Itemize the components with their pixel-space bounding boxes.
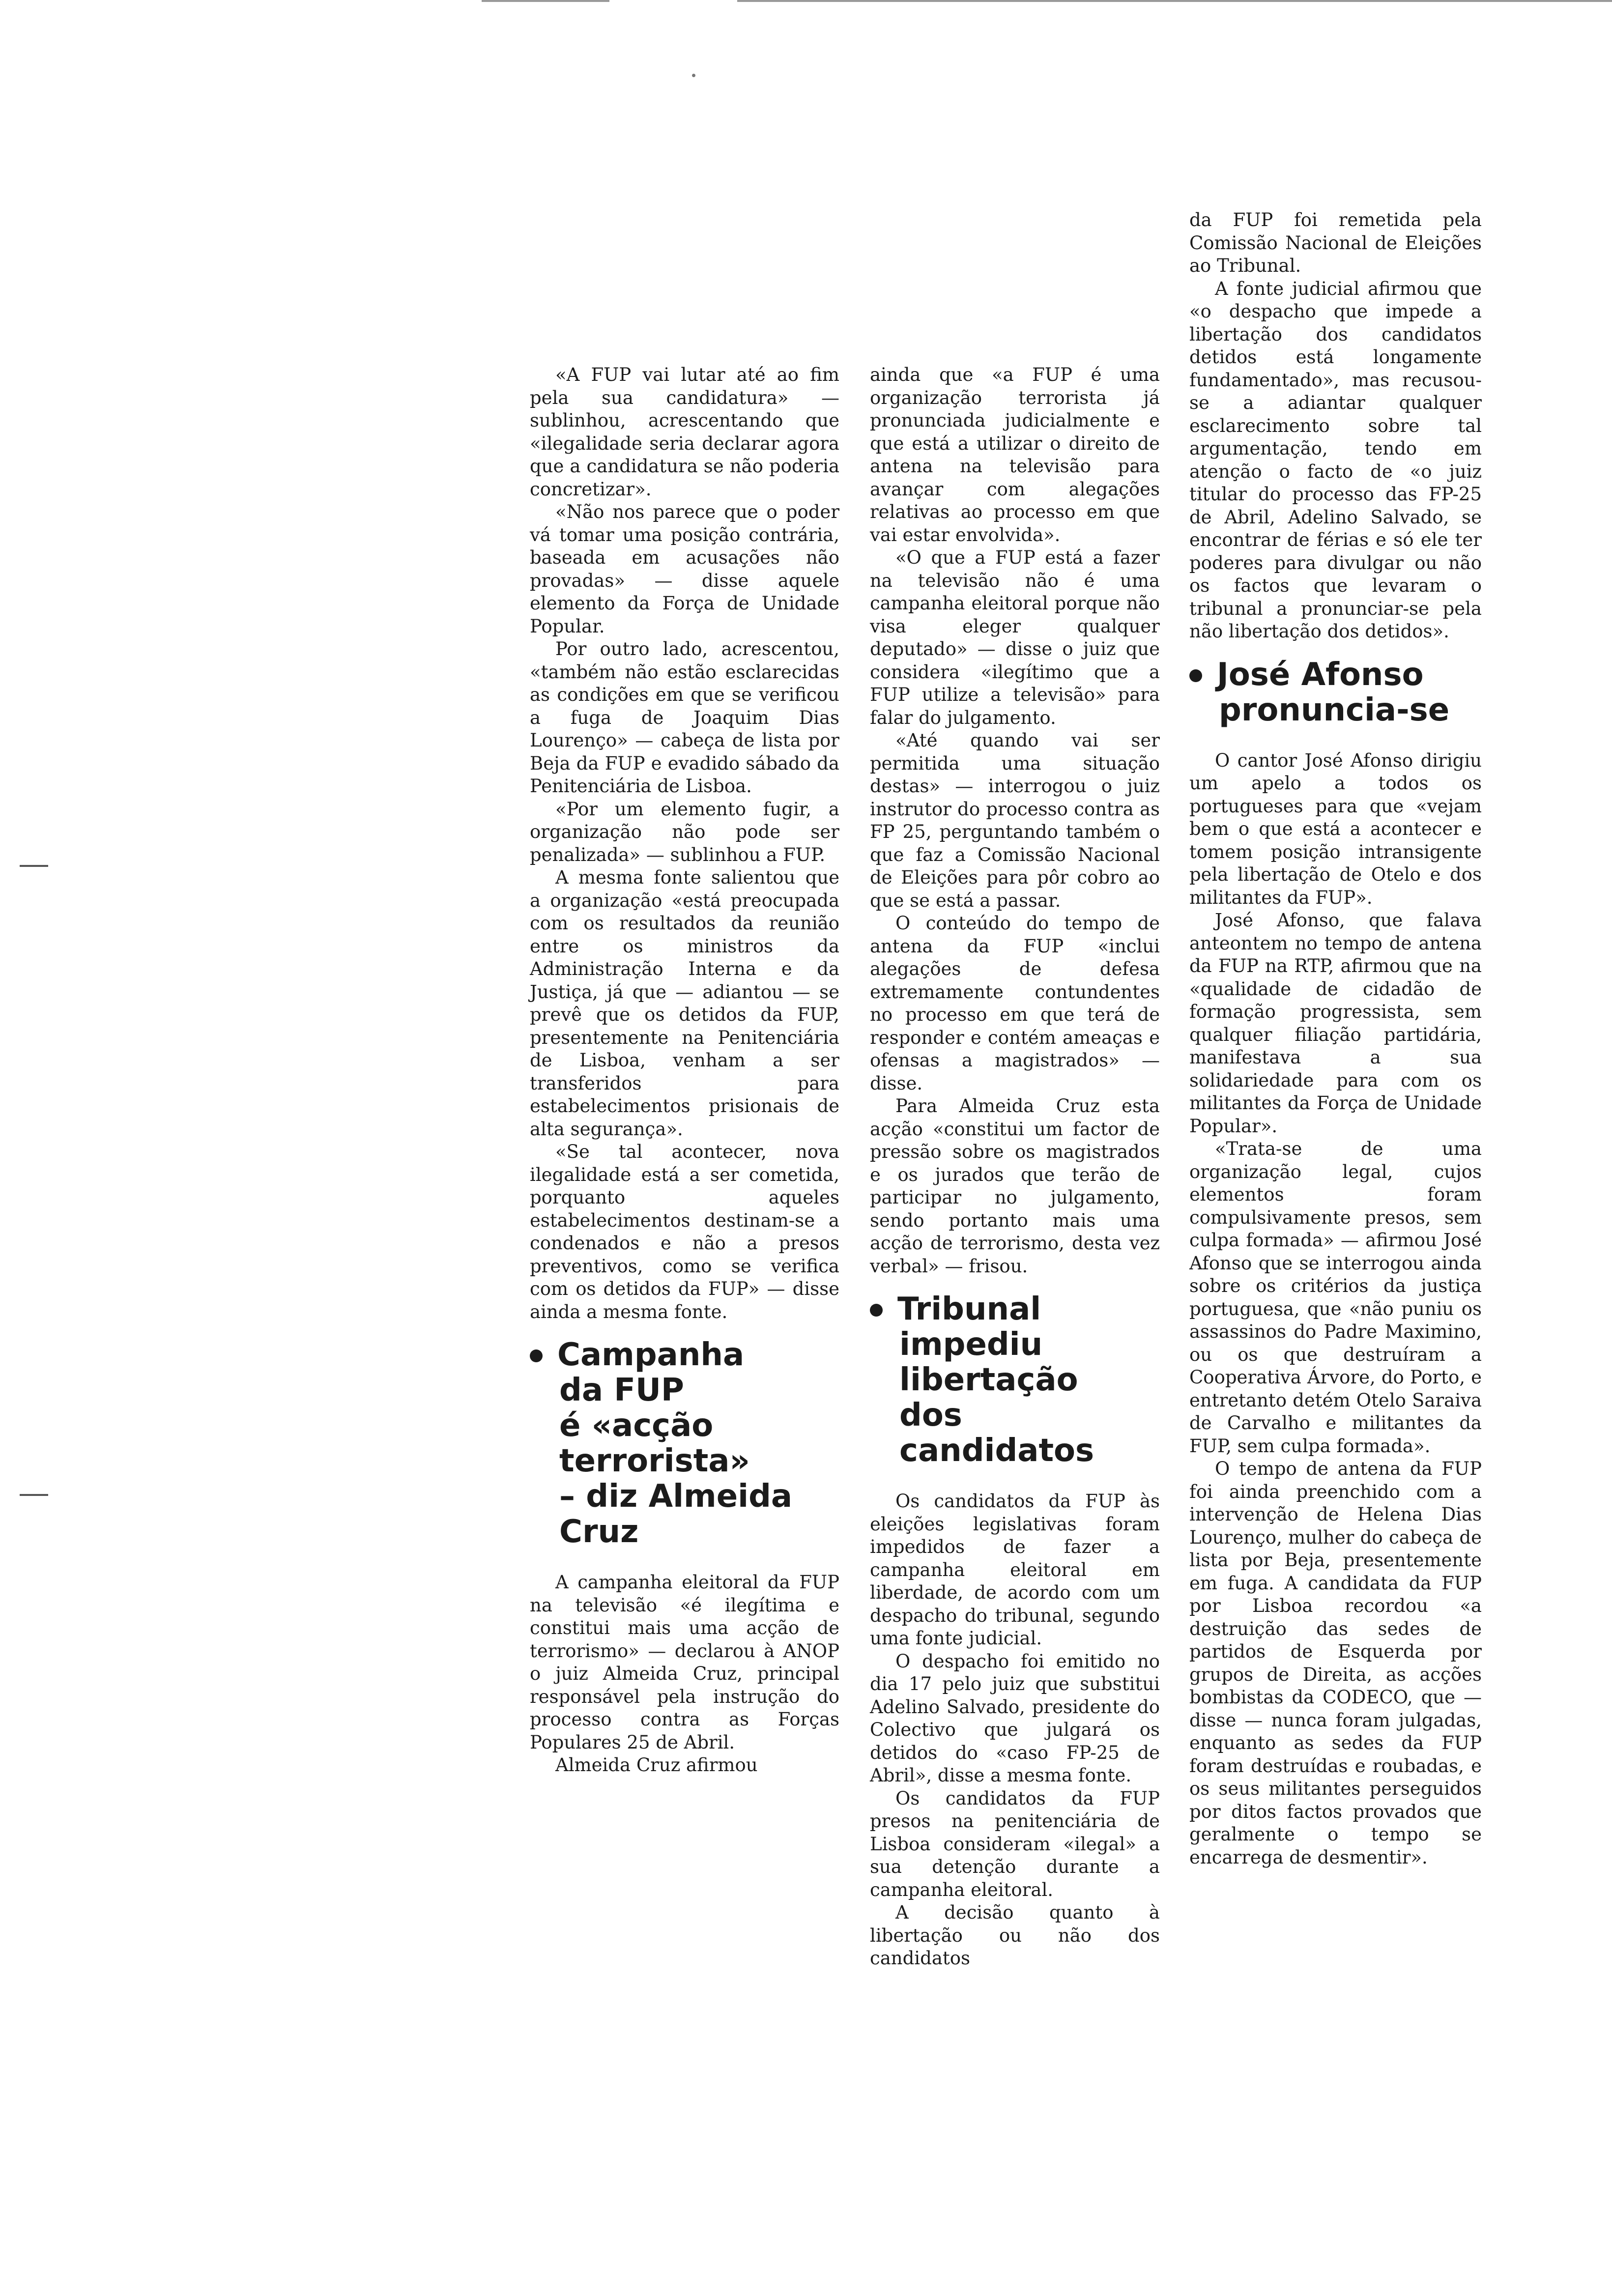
article-column-3	[1189, 209, 1482, 1869]
heading-line: é «acção	[559, 1407, 714, 1444]
paragraph: José Afonso, que falava anteontem no tempo de antena da FUP na RTP, afirmou que na «qualidade de cidadão de formação progressista, sem qualquer filiação partidária, manifestava a sua solidariedade para com os militantes da Força de Unidade Popular».	[1189, 910, 1482, 1137]
section-heading-jose-afonso	[1189, 657, 1482, 728]
paragraph: «Até quando vai ser permitida uma situação destas» — interrogou o juiz instrutor do processo contra as FP 25, perguntando também o que faz a Comissão Nacional de Eleições para pôr cobro ao que se está a passar.	[870, 730, 1160, 911]
paragraph: Para Almeida Cruz esta acção «constitui um factor de pressão sobre os magistrados e os jurados que terão de participar no julgamento, sendo portanto mais uma acção de terrorismo, desta vez verbal» — frisou.	[870, 1095, 1160, 1277]
scan-speck	[692, 74, 695, 77]
heading-line: da FUP	[559, 1372, 684, 1408]
paragraph: A campanha eleitoral da FUP na televisão «é ilegítima e constitui mais uma acção de terrorismo» — declarou à ANOP o juiz Almeida Cruz, principal responsável pela instrução do processo contra as Forças Populares 25 de Abril.	[530, 1572, 839, 1753]
paragraph: «Trata-se de uma organização legal, cujos elementos foram compulsivamente presos, sem culpa formada» — afirmou José Afonso que se interrogou ainda sobre os critérios da justiça portuguesa, que «não puniu os assassinos do Padre Maximino, ou os que destruíram a Cooperativa Árvore, do Porto, e entretanto detém Otelo Saraiva de Carvalho e militantes da FUP, sem culpa formada».	[1189, 1138, 1482, 1457]
heading-line: impediu	[899, 1326, 1043, 1363]
paragraph: A fonte judicial afirmou que «o despacho que impede a libertação dos candidatos detidos está longamente fundamentado», mas recusou-se a adiantar qualquer esclarecimento sobre tal argumentação, tendo em atenção o facto de «o juiz titular do processo das FP-25 de Abril, Adelino Salvado, se encontrar de férias e só ele ter poderes para divulgar ou não os factos que levaram o tribunal a pronunciar-se pela não libertação dos detidos».	[1189, 278, 1482, 642]
paragraph: O tempo de antena da FUP foi ainda preenchido com a intervenção de Helena Dias Lourenço, mulher do cabeça de lista por Beja, presentemente em fuga. A candidata da FUP por Lisboa recordou «a destruição das sedes de partidos de Esquerda por grupos de Direita, as acções bombistas da CODECO, que — disse — nunca foram julgadas, enquanto as sedes da FUP foram destruídas e roubadas, e os seus militantes perseguidos por ditos factos provados que geralmente o tempo se encarrega de desmentir».	[1189, 1458, 1482, 1868]
paragraph: O despacho foi emitido no dia 17 pelo juiz que substitui Adelino Salvado, presidente do Colectivo que julgará os detidos do «caso FP-25 de Abril», disse a mesma fonte.	[870, 1650, 1160, 1786]
paragraph: A mesma fonte salientou que a organização «está preocupada com os resultados da reunião entre os ministros da Administração Interna e da Justiça, já que — adiantou — se prevê que os detidos da FUP, presentemente na Penitenciária de Lisboa, venham a ser transferidos para estabelecimentos prisionais de alta segurança».	[530, 867, 839, 1140]
paragraph: «Não nos parece que o poder vá tomar uma posição contrária, baseada em acusações não provadas» — disse aquele elemento da Força de Unidade Popular.	[530, 501, 839, 637]
punch-hole-mark-lower	[20, 1494, 48, 1496]
paragraph: Almeida Cruz afirmou	[555, 1754, 758, 1776]
paragraph: O cantor José Afonso dirigiu um apelo a todos os portugueses para que «vejam bem o que está a acontecer e tomem posição intransigente pela libertação de Otelo e dos militantes da FUP».	[1189, 749, 1482, 908]
heading-line: libertação	[899, 1362, 1078, 1398]
top-rule-left	[482, 0, 609, 2]
bullet-icon	[870, 1304, 883, 1317]
heading-line: terrorista»	[559, 1443, 750, 1479]
heading-line: José Afonso	[1217, 656, 1424, 693]
heading-line: Campanha	[557, 1337, 745, 1373]
punch-hole-mark-upper	[20, 865, 48, 867]
section-heading-tribunal	[870, 1292, 1160, 1468]
paragraph: Os candidatos da FUP às eleições legislativas foram impedidos de fazer a campanha eleitoral em liberdade, de acordo com um despacho do tribunal, segundo uma fonte judicial.	[870, 1491, 1160, 1649]
heading-line: pronuncia-se	[1219, 691, 1450, 728]
paragraph: Por outro lado, acrescentou, «também não estão esclarecidas as condições em que se verificou a fuga de Joaquim Dias Lourenço» — cabeça de lista por Beja da FUP e evadido sábado da Penitenciária de Lisboa.	[530, 638, 839, 797]
paragraph: A decisão quanto à libertação ou não dos candidatos	[870, 1902, 1160, 1969]
paragraph: «A FUP vai lutar até ao fim pela sua candidatura» — sublinhou, acrescentando que «ilegalidade seria declarar agora que a candidatura se não poderia concretizar».	[530, 364, 839, 500]
heading-line: Cruz	[559, 1514, 639, 1550]
bullet-icon	[530, 1349, 543, 1362]
article-column-2	[870, 364, 1160, 1970]
paragraph: ainda que «a FUP é uma organização terrorista já pronunciada judicialmente e que está a utilizar o direito de antena na televisão para avançar com alegações relativas ao processo em que vai estar envolvida».	[870, 364, 1160, 545]
bullet-icon	[1189, 669, 1202, 682]
heading-line: – diz Almeida	[559, 1478, 793, 1515]
paragraph: Os candidatos da FUP presos na penitenciária de Lisboa consideram «ilegal» a sua detenção durante a campanha eleitoral.	[870, 1787, 1160, 1900]
paragraph: «Por um elemento fugir, a organização não pode ser penalizada» — sublinhou a FUP.	[530, 798, 839, 865]
paragraph: «O que a FUP está a fazer na televisão não é uma campanha eleitoral porque não visa eleger qualquer deputado» — disse o juiz que considera «ilegítimo que a FUP utilize a televisão» para falar do julgamento.	[870, 547, 1160, 728]
paragraph: «Se tal acontecer, nova ilegalidade está a ser cometida, porquanto aqueles estabelecimentos destinam-se a condenados e não a presos preventivos, como se verifica com os detidos da FUP» — disse ainda a mesma fonte.	[530, 1141, 839, 1322]
top-rule-right	[737, 0, 1612, 2]
paragraph: da FUP foi remetida pela Comissão Nacional de Eleições ao Tribunal.	[1189, 209, 1482, 276]
article-column-1	[530, 364, 839, 1777]
heading-line: dos candidatos	[899, 1397, 1094, 1469]
heading-line: Tribunal	[897, 1291, 1041, 1327]
paragraph: O conteúdo do tempo de antena da FUP «inclui alegações de defesa extremamente contundentes no processo em que terá de responder e contém ameaças e ofensas a magistrados» — disse.	[870, 913, 1160, 1094]
section-heading-campanha	[530, 1337, 839, 1550]
